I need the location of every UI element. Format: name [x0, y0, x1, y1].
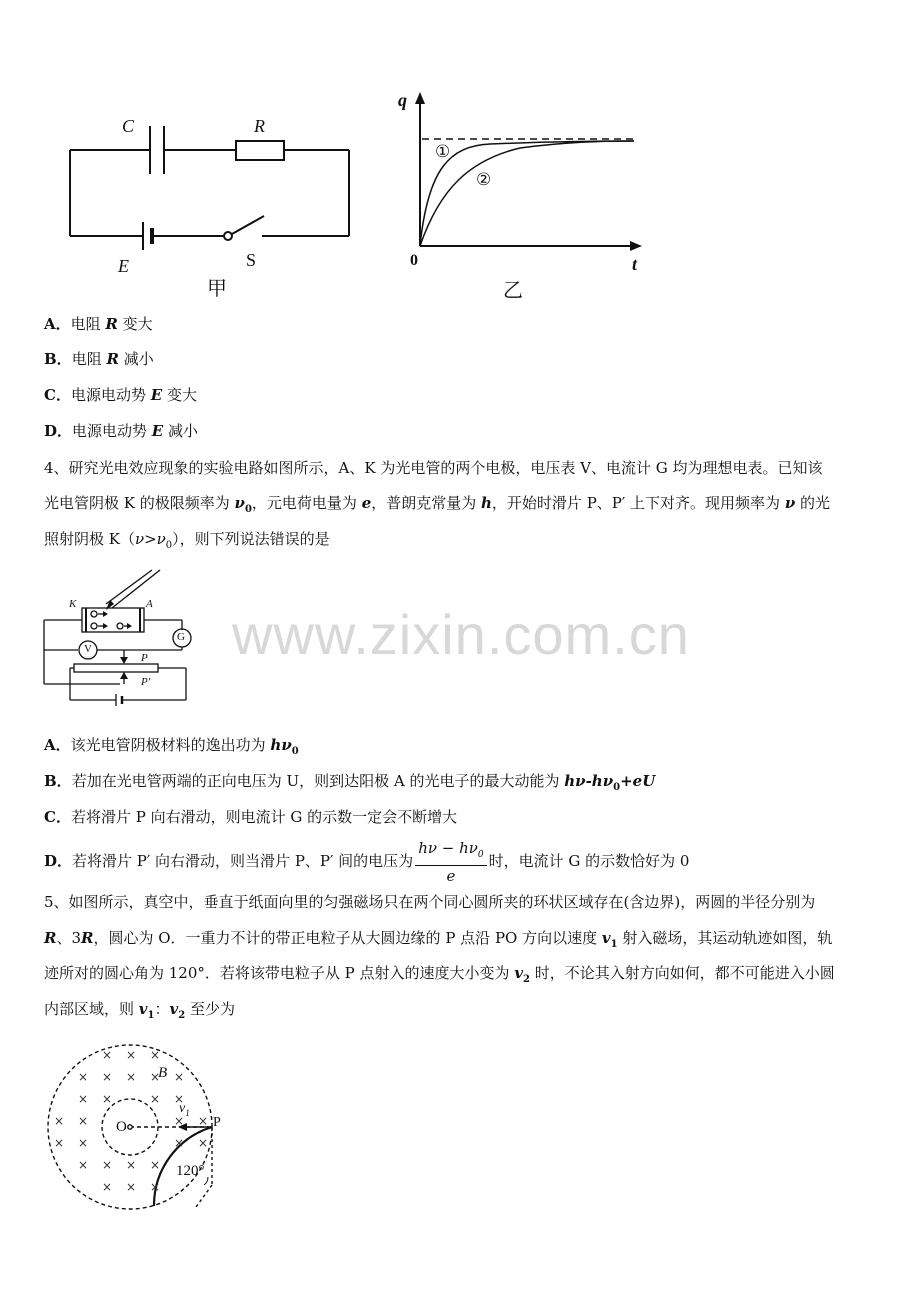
field-cross-mark: ×: [102, 1180, 113, 1194]
label-slider-p: P: [141, 652, 148, 664]
q5-figure: [40, 1035, 240, 1225]
label-cathode-k: K: [69, 598, 77, 610]
q4-option-c: C．若将滑片 P 向右滑动，则电流计 G 的示数一定会不断增大: [44, 808, 458, 826]
field-cross-mark: ×: [174, 1136, 185, 1150]
label-center-o: O: [116, 1119, 127, 1135]
label-slider-p-prime: P′: [141, 676, 151, 688]
label-capacitor-c: C: [122, 116, 135, 136]
curve-2-label: ②: [476, 170, 492, 190]
field-cross-mark: ×: [150, 1158, 161, 1172]
watermark: www.zixin.com.cn: [232, 603, 690, 666]
magnetic-ring-diagram: [40, 1035, 240, 1225]
label-battery-e: E: [118, 256, 129, 276]
label-anode-a: A: [146, 598, 153, 610]
field-cross-mark: ×: [102, 1070, 113, 1084]
axis-label-t: t: [632, 254, 638, 274]
caption-jia: 甲: [207, 276, 227, 300]
q5-stem-line-2: R、3R，圆心为 O．一重力不计的带正电粒子从大圆边缘的 P 点沿 PO 方向以速度 $v_1$ 射入磁场，其运动轨迹如图，轨: [44, 929, 833, 950]
field-cross-mark: ×: [198, 1114, 209, 1128]
field-cross-mark: ×: [126, 1070, 137, 1084]
field-cross-mark: ×: [174, 1092, 185, 1106]
label-field-b: B: [158, 1065, 168, 1081]
curve-1-label: ①: [435, 142, 451, 162]
q3-option-b: B．电阻 R 减小: [44, 350, 154, 368]
q5-stem-line-3: 迹所对的圆心角为 120°．若将该带电粒子从 P 点射入的速度大小变为 $v_2$ 时，不论其入射方向如何，都不可能进入小圆: [44, 964, 835, 985]
q4-option-a: A．该光电管阴极材料的逸出功为 $h\nu_0$: [44, 736, 299, 757]
field-cross-mark: ×: [150, 1070, 161, 1084]
label-switch-s: S: [246, 250, 257, 270]
axis-label-q: q: [398, 90, 407, 110]
field-cross-mark: ×: [102, 1158, 113, 1172]
label-angle-120: 120°: [176, 1163, 205, 1179]
q3-option-a: A．电阻 R 变大: [44, 315, 153, 333]
field-cross-mark: ×: [102, 1092, 113, 1106]
label-velocity-v1: $v_1$: [179, 1101, 190, 1118]
q4-stem-line-2: 光电管阴极 K 的极限频率为 $\nu_0$，元电荷电量为 e，普朗克常量为 h，开始时滑片 P、P′ 上下对齐。现用频率为 ν 的光: [44, 494, 831, 515]
axis-origin-label: 0: [410, 252, 418, 269]
q3-option-c: C．电源电动势 E 变大: [44, 386, 197, 404]
field-cross-mark: ×: [126, 1048, 137, 1062]
field-cross-mark: ×: [150, 1048, 161, 1062]
field-cross-mark: ×: [198, 1136, 209, 1150]
field-cross-mark: ×: [150, 1180, 161, 1194]
q4-option-b: B．若加在光电管两端的正向电压为 U，则到达阳极 A 的光电子的最大动能为 $h\nu-h\nu_0+eU$: [44, 772, 656, 793]
figure-jia: [0, 0, 380, 300]
q3-option-d: D．电源电动势 E 减小: [44, 422, 199, 440]
field-cross-mark: ×: [54, 1114, 65, 1128]
field-cross-mark: ×: [78, 1158, 89, 1172]
field-cross-mark: ×: [54, 1136, 65, 1150]
field-cross-mark: ×: [102, 1048, 113, 1062]
photoelectric-circuit: [40, 568, 200, 718]
q4-option-d: D．若将滑片 P′ 向右滑动，则当滑片 P、P′ 间的电压为 $\frac{h\nu - h\nu_0}{e}$ 时，电流计 G 的示数恰好为 0: [44, 839, 690, 885]
q4-stem-line-3: 照射阴极 $K(\nu>\nu_0)$，则下列说法错误的是: [44, 530, 330, 551]
label-resistor-r: R: [254, 116, 265, 136]
field-cross-mark: ×: [78, 1114, 89, 1128]
voltage-fraction: $\frac{h\nu - h\nu_0}{e}$: [415, 838, 486, 886]
field-cross-mark: ×: [126, 1180, 137, 1194]
circuit-diagram: [0, 0, 380, 300]
figure-yi: [390, 88, 660, 300]
field-cross-mark: ×: [78, 1136, 89, 1150]
field-cross-mark: ×: [150, 1092, 161, 1106]
q4-stem-line-1: 4、研究光电效应现象的实验电路如图所示，A、K 为光电管的两个电极，电压表 V、电流计 G 均为理想电表。已知该: [44, 459, 823, 477]
field-cross-mark: ×: [78, 1070, 89, 1084]
q-t-graph: [390, 88, 660, 300]
label-point-p: P: [213, 1115, 221, 1130]
q5-stem-line-4: 内部区域，则 $v_1$：$v_2$ 至少为: [44, 1000, 235, 1021]
label-galvanometer-g: G: [177, 631, 185, 643]
field-cross-mark: ×: [78, 1092, 89, 1106]
label-voltmeter-v: V: [84, 643, 92, 655]
caption-yi: 乙: [503, 278, 523, 302]
field-cross-mark: ×: [126, 1158, 137, 1172]
field-cross-mark: ×: [174, 1114, 185, 1128]
field-cross-mark: ×: [174, 1070, 185, 1084]
q4-figure: [40, 568, 200, 718]
q5-stem-line-1: 5、如图所示，真空中，垂直于纸面向里的匀强磁场只在两个同心圆所夹的环状区域存在(含边界)，两圆的半径分别为: [44, 893, 816, 911]
